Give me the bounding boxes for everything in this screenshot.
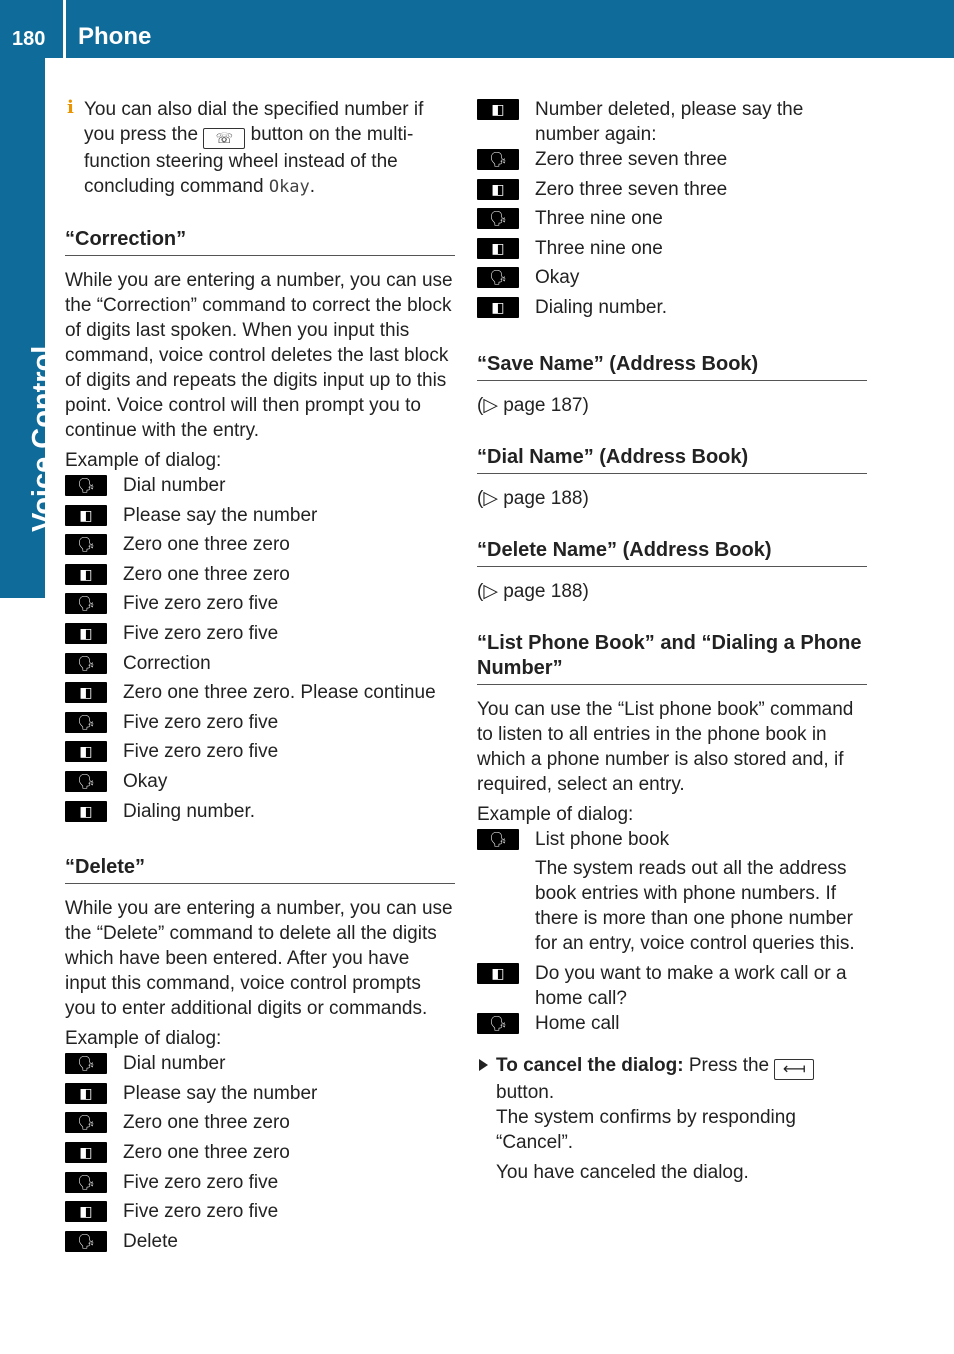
system-speaks-icon: ◧ [65, 623, 107, 644]
dialog-line [65, 503, 455, 533]
phone-key-icon: ☏ [203, 128, 245, 149]
system-speaks-icon: ◧ [65, 741, 107, 762]
dialog-text: Five zero zero five [123, 1201, 279, 1223]
dialog-line [477, 295, 867, 325]
correction-body: While you are entering a number, you can use the “Correction” command to correct the block of digits last spoken. When you input this command, voice control deletes the last block of digits and repeats the digits input up to this point. Voice control will then prompt you to continue with the entry. [65, 270, 453, 441]
dialog-text: Dial number [123, 1053, 226, 1075]
dialog-text: Okay [535, 267, 580, 289]
cancel-text-2: button. [496, 1081, 555, 1103]
dial-name-heading: “Dial Name” (Address Book) [477, 445, 867, 474]
dialog-text: Zero one three zero [123, 1112, 290, 1134]
dialog-text: Zero one three zero [123, 563, 290, 585]
system-speaks-icon: ◧ [65, 505, 107, 526]
dialog-text: Correction [123, 652, 211, 674]
delete-example-label: Example of dialog: [65, 1028, 222, 1050]
delete-heading: “Delete” [65, 855, 455, 884]
user-speaks-icon: 🗣 [65, 1053, 107, 1074]
side-tab-label: Voice Control [27, 345, 59, 532]
cancel-result: The system confirms by responding “Cancel”. [496, 1106, 796, 1153]
user-speaks-icon: 🗣 [477, 1013, 519, 1034]
correction-dialog [65, 473, 455, 828]
dialog-text: Zero one three zero [123, 1141, 290, 1163]
dialog-text: Five zero zero five [123, 622, 279, 644]
left-column [65, 97, 455, 1258]
dialog-line [477, 236, 867, 266]
user-speaks-icon: 🗣 [477, 149, 519, 170]
dialog-line [477, 177, 867, 207]
user-speaks-icon: 🗣 [65, 653, 107, 674]
dialog-text: Five zero zero five [123, 711, 279, 733]
page-header [0, 0, 954, 58]
dialog-text: Five zero zero five [123, 741, 279, 763]
delete-dialog [65, 1051, 455, 1258]
system-speaks-icon: ◧ [477, 179, 519, 200]
dialog-line [65, 591, 455, 621]
cancel-text-1: Press the [688, 1054, 770, 1076]
user-speaks-icon: 🗣 [477, 208, 519, 229]
cancel-outcome: You have canceled the dialog. [496, 1161, 749, 1183]
info-icon: i [67, 97, 74, 118]
system-speaks-icon: ◧ [477, 99, 519, 120]
dialog-line [477, 97, 867, 147]
dialog-line [477, 1011, 867, 1041]
info-text-2: button on the multi-function steering wheel instead of the concluding command [84, 124, 414, 197]
arrow-bullet-icon [479, 1059, 488, 1071]
dialog-line [65, 680, 455, 710]
dialog-text: Dial number [123, 475, 226, 496]
dialog-line [477, 827, 867, 857]
dialog-note: The system reads out all the address book entries with phone numbers. If there is more than one phone number for an entry, voice control queries this. [535, 858, 855, 955]
dialog-text: Zero one three zero [123, 534, 290, 556]
header-divider [63, 0, 66, 58]
dialog-line [65, 799, 455, 829]
dialog-line [65, 621, 455, 651]
system-speaks-icon: ◧ [65, 801, 107, 822]
dialog-text: Dialing number. [535, 296, 668, 318]
dialog-text: Please say the number [123, 504, 318, 526]
dialog-line [65, 1081, 455, 1111]
dialog-text: List phone book [535, 828, 670, 850]
system-speaks-icon: ◧ [477, 297, 519, 318]
list-phone-book-body: You can use the “List phone book” command to listen to all entries in the phone book in which a phone number is also stored and, if required, select an entry. [477, 698, 854, 795]
system-speaks-icon: ◧ [477, 963, 519, 984]
delete-dialog-continued [477, 97, 867, 325]
dialog-text: Five zero zero five [123, 593, 279, 615]
dialog-line [477, 206, 867, 236]
cancel-label: To cancel the dialog: [496, 1054, 684, 1076]
dialog-line [477, 147, 867, 177]
user-speaks-icon: 🗣 [65, 593, 107, 614]
dialog-line [477, 265, 867, 295]
dialog-text: Dialing number. [123, 800, 256, 822]
save-name-heading: “Save Name” (Address Book) [477, 352, 867, 381]
dialog-line [65, 1110, 455, 1140]
system-speaks-icon: ◧ [65, 1201, 107, 1222]
system-speaks-icon: ◧ [65, 1083, 107, 1104]
page-number: 180 [12, 28, 46, 50]
chapter-title: Phone [78, 23, 152, 50]
user-speaks-icon: 🗣 [65, 1172, 107, 1193]
list-phone-book-heading: “List Phone Book” and “Dialing a Phone Number” [477, 631, 867, 685]
dialog-text: Zero three seven three [535, 149, 728, 170]
dialog-line [65, 1229, 455, 1259]
dialog-text: Please say the number [123, 1082, 318, 1104]
delete-body: While you are entering a number, you can use the “Delete” command to delete all the digits which have been entered. After you have input this command, voice control prompts you to enter additional digits or commands. [65, 898, 453, 1020]
dialog-line [65, 473, 455, 503]
dialog-line [65, 1170, 455, 1200]
user-speaks-icon: 🗣 [65, 1231, 107, 1252]
dialog-text: Delete [123, 1230, 178, 1252]
user-speaks-icon: 🗣 [477, 829, 519, 850]
user-speaks-icon: 🗣 [477, 267, 519, 288]
info-text-end: . [309, 176, 316, 197]
dialog-text: Do you want to make a work call or a home call? [535, 963, 847, 1010]
dialog-text: Home call [535, 1013, 620, 1035]
save-name-page-ref: (▷ page 187) [477, 394, 589, 416]
correction-heading: “Correction” [65, 227, 455, 256]
dialog-line [65, 769, 455, 799]
info-text-1: You can also dial the specified number if you press the [84, 99, 424, 145]
user-speaks-icon: 🗣 [65, 712, 107, 733]
dialog-line [65, 562, 455, 592]
dialog-text: Number deleted, please say the number again: [535, 99, 804, 145]
dialog-line [65, 651, 455, 681]
dialog-line [65, 1199, 455, 1229]
dialog-line [65, 1140, 455, 1170]
delete-name-page-ref: (▷ page 188) [477, 580, 589, 602]
user-speaks-icon: 🗣 [65, 1112, 107, 1133]
dialog-text: Zero one three zero. Please continue [123, 682, 436, 704]
info-note [65, 97, 455, 200]
delete-name-heading: “Delete Name” (Address Book) [477, 538, 867, 567]
dialog-text: Three nine one [535, 237, 663, 259]
system-speaks-icon: ◧ [65, 564, 107, 585]
system-speaks-icon: ◧ [65, 682, 107, 703]
system-speaks-icon: ◧ [65, 1142, 107, 1163]
dialog-line [65, 1051, 455, 1081]
list-phone-book-dialog [477, 827, 867, 1041]
dialog-text: Okay [123, 770, 168, 792]
correction-example-label: Example of dialog: [65, 450, 222, 471]
user-speaks-icon: 🗣 [65, 475, 107, 496]
dialog-text: Three nine one [535, 208, 663, 230]
dialog-line [65, 739, 455, 769]
user-speaks-icon: 🗣 [65, 534, 107, 555]
cancel-instruction [477, 1053, 867, 1185]
right-column [477, 97, 867, 1185]
cancel-step [496, 1053, 867, 1105]
list-phone-book-example-label: Example of dialog: [477, 803, 634, 825]
dialog-line [65, 532, 455, 562]
dialog-line [477, 961, 867, 1011]
back-key-icon: ⟻ [774, 1059, 814, 1080]
command-okay: Okay [268, 177, 310, 197]
dial-name-page-ref: (▷ page 188) [477, 487, 589, 509]
user-speaks-icon: 🗣 [65, 771, 107, 792]
dialog-line [65, 710, 455, 740]
system-speaks-icon: ◧ [477, 238, 519, 259]
dialog-text: Zero three seven three [535, 178, 728, 200]
dialog-text: Five zero zero five [123, 1171, 279, 1193]
